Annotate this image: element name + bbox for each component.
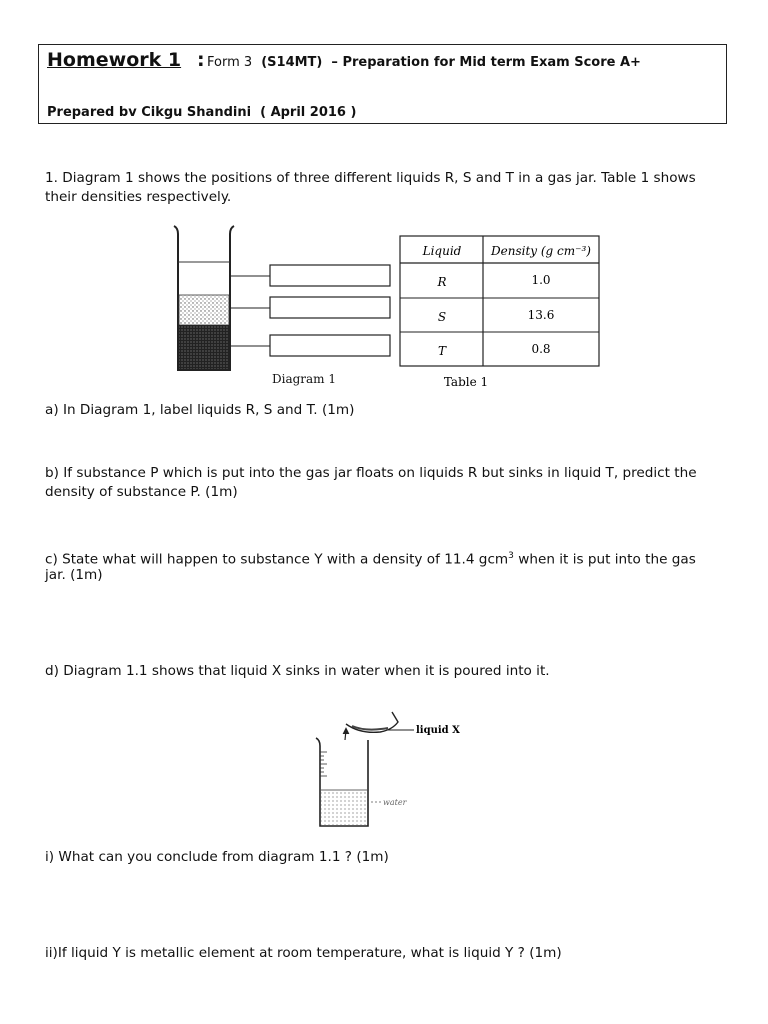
table-cell-t: T xyxy=(437,344,447,358)
question-c-text-end: when it is put into the gas xyxy=(513,551,696,568)
question-b-line1: b) If substance P which is put into the gas jar floats on liquids R but sinks in liquid T, predict the xyxy=(45,465,697,481)
table-cell-r-density: 1.0 xyxy=(531,273,551,287)
dash: – xyxy=(331,55,338,70)
diagram-1-1 xyxy=(300,700,470,835)
header-box xyxy=(38,44,727,124)
prepared-by: Prepared bv Cikgu Shandini ( April 2016 ) xyxy=(47,105,357,120)
question-c-superscript: 3 xyxy=(508,551,514,561)
label-box-top xyxy=(270,265,390,286)
title-colon: : xyxy=(197,49,205,71)
table-1 xyxy=(398,234,603,394)
table-cell-s-density: 13.6 xyxy=(527,308,555,322)
table-1-caption: Table 1 xyxy=(443,375,489,389)
form-label: Form 3 xyxy=(207,55,253,70)
liquid-x-label: liquid X xyxy=(416,725,460,736)
water-label: water xyxy=(383,798,407,807)
diagram-1-caption: Diagram 1 xyxy=(272,372,337,386)
question-ii: ii)If liquid Y is metallic element at room temperature, what is liquid Y ? (1m) xyxy=(45,945,562,961)
diagram-1 xyxy=(160,218,405,393)
label-box-bottom xyxy=(270,335,390,356)
question-c-line2: jar. (1m) xyxy=(45,567,103,583)
class-code: (S14MT) xyxy=(261,55,323,70)
table-cell-r: R xyxy=(437,275,447,289)
question-a: a) In Diagram 1, label liquids R, S and T. (1m) xyxy=(45,402,355,418)
table-header-density: Density (g cm⁻³) xyxy=(491,244,591,258)
table-header-liquid: Liquid xyxy=(422,244,462,258)
homework-title: Homework 1 xyxy=(47,49,182,71)
q1-intro-line1: 1. Diagram 1 shows the positions of three different liquids R, S and T in a gas jar. Table 1 shows xyxy=(45,170,696,186)
bottom-liquid-layer xyxy=(179,325,229,369)
header-subtitle xyxy=(207,55,641,70)
q1-intro-line2: their densities respectively. xyxy=(45,189,232,205)
table-cell-t-density: 0.8 xyxy=(531,342,551,356)
exam-subtitle: Preparation for Mid term Exam Score A+ xyxy=(342,55,641,70)
question-i: i) What can you conclude from diagram 1.1 ? (1m) xyxy=(45,849,389,865)
question-c-text: c) State what will happen to substance Y with a density of 11.4 gcm xyxy=(45,551,509,568)
question-d: d) Diagram 1.1 shows that liquid X sinks in water when it is poured into it. xyxy=(45,663,550,679)
middle-liquid-layer xyxy=(179,295,229,325)
label-box-middle xyxy=(270,297,390,318)
question-b-line2: density of substance P. (1m) xyxy=(45,484,238,500)
table-cell-s: S xyxy=(437,310,447,324)
water-layer xyxy=(321,790,367,825)
question-c-line1 xyxy=(45,547,696,570)
